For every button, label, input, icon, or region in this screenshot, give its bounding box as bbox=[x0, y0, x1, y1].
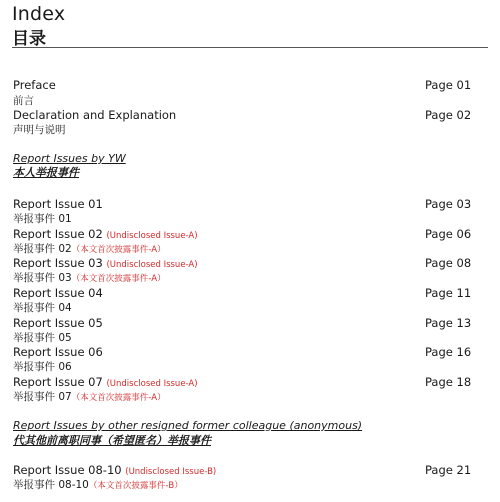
toc-label-cn: 举报事件 04 bbox=[13, 302, 72, 314]
toc-page-number: Page 01 bbox=[425, 78, 472, 92]
undisclosed-note: (Undisclosed Issue-A) bbox=[106, 379, 198, 389]
toc-label-cn: 举报事件 06 bbox=[13, 361, 72, 373]
toc-label: Report Issue 06 bbox=[13, 345, 103, 359]
toc-label-cn: 前言 bbox=[13, 95, 34, 107]
undisclosed-note-cn: （本文首次披露事件-A） bbox=[71, 393, 166, 403]
undisclosed-note-cn: （本文首次披露事件-A） bbox=[71, 245, 166, 255]
undisclosed-note-cn: （本文首次披露事件-B） bbox=[88, 481, 183, 491]
undisclosed-note: (Undisclosed Issue-A) bbox=[106, 231, 198, 241]
toc-page-number: Page 03 bbox=[425, 197, 472, 211]
toc-label: Report Issue 01 bbox=[13, 197, 103, 211]
toc-label-cn: 举报事件 03（本文首次披露事件-A） bbox=[13, 272, 166, 284]
index-title-cn: 目录 bbox=[12, 29, 46, 49]
toc-page-number: Page 11 bbox=[425, 286, 472, 300]
toc-label: Preface bbox=[13, 78, 56, 92]
toc-label: Report Issue 02 (Undisclosed Issue-A) bbox=[13, 227, 198, 241]
toc-page-number: Page 18 bbox=[425, 375, 472, 389]
toc-page-number: Page 08 bbox=[425, 256, 472, 270]
toc-page-number: Page 13 bbox=[425, 316, 472, 330]
toc-label: Report Issue 08-10 (Undisclosed Issue-B) bbox=[13, 463, 217, 477]
section-heading: Report Issues by YW bbox=[13, 152, 126, 165]
toc-label: Declaration and Explanation bbox=[13, 108, 177, 122]
toc-page-number: Page 06 bbox=[425, 227, 472, 241]
toc-page-number: Page 02 bbox=[425, 108, 472, 122]
toc-label: Report Issue 04 bbox=[13, 286, 103, 300]
toc-label: Report Issue 07 (Undisclosed Issue-A) bbox=[13, 375, 198, 389]
undisclosed-note-cn: （本文首次披露事件-A） bbox=[71, 274, 166, 284]
undisclosed-note: (Undisclosed Issue-B) bbox=[125, 467, 217, 477]
toc-label-cn: 举报事件 08-10（本文首次披露事件-B） bbox=[13, 479, 183, 491]
toc-label: Report Issue 05 bbox=[13, 316, 103, 330]
index-title: Index bbox=[12, 3, 66, 25]
title-divider bbox=[12, 47, 488, 48]
toc-label-cn: 举报事件 05 bbox=[13, 332, 72, 344]
toc-page-number: Page 16 bbox=[425, 345, 472, 359]
toc-label: Report Issue 03 (Undisclosed Issue-A) bbox=[13, 256, 198, 270]
undisclosed-note: (Undisclosed Issue-A) bbox=[106, 260, 198, 270]
section-heading: Report Issues by other resigned former colleague (anonymous) bbox=[13, 419, 363, 432]
section-heading-cn: 本人举报事件 bbox=[13, 166, 79, 179]
toc-label-cn: 举报事件 02（本文首次披露事件-A） bbox=[13, 243, 166, 255]
toc-label-cn: 声明与说明 bbox=[13, 124, 66, 136]
toc-page-number: Page 21 bbox=[425, 463, 472, 477]
toc-label-cn: 举报事件 01 bbox=[13, 213, 72, 225]
toc-label-cn: 举报事件 07（本文首次披露事件-A） bbox=[13, 391, 166, 403]
section-heading-cn: 代其他前离职同事（希望匿名）举报事件 bbox=[13, 434, 211, 447]
